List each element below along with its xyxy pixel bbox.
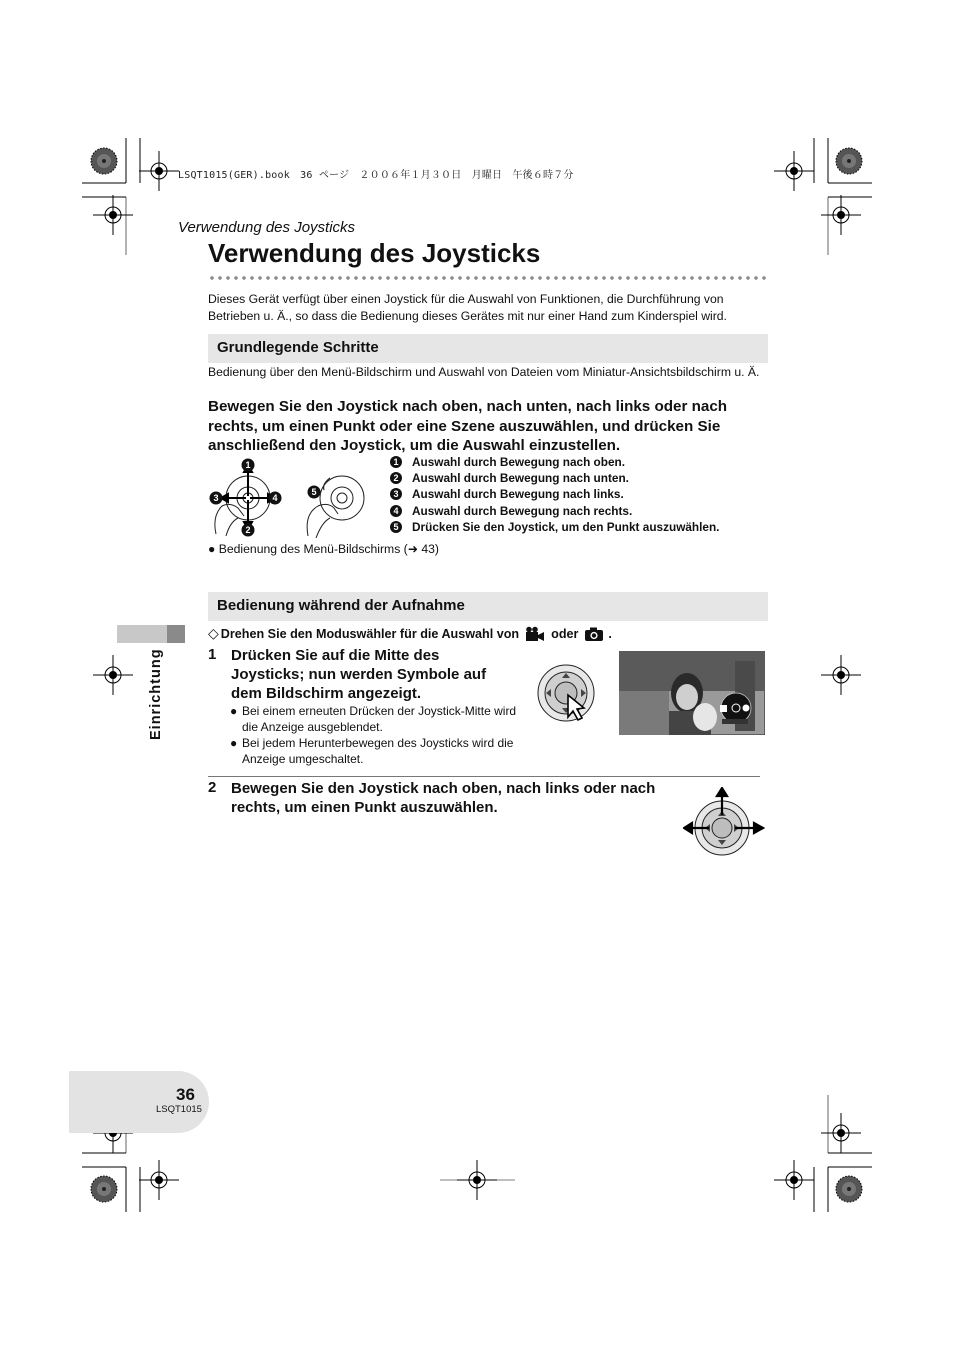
- menu-reference-text[interactable]: Bedienung des Menü-Bildschirms (➜ 43): [218, 542, 439, 556]
- chapter-tab-marker: [167, 625, 185, 643]
- bullet-text: Bei einem erneuten Drücken der Joystick-Mitte wird die Anzeige ausgeblendet.: [242, 704, 517, 734]
- print-header: LSQT1015(GER).book 36 ページ ２００６年１月３０日 月曜日 午後６時７分: [178, 170, 574, 181]
- section-heading-text: Bedienung während der Aufnahme: [217, 597, 465, 614]
- section1-instruction: Bewegen Sie den Joystick nach oben, nach unten, nach links oder nach rechts, um einen Punkt oder eine Szene auszuwählen, und drücken Sie anschließend den Joystick, um die Auswahl einzustellen.: [208, 398, 728, 454]
- svg-text:3: 3: [213, 493, 219, 503]
- number-badge: 2: [390, 472, 402, 484]
- section-divider: [208, 776, 760, 777]
- page-code: LSQT1015: [156, 1104, 202, 1115]
- intro-paragraph: Dieses Gerät verfügt über einen Joystick für die Auswahl von Funktionen, die Durchführung von Betrieben u. Ä., so dass die Bedienung dieses Gerätes mit nur einer Hand zum Kinderspiel wird.: [208, 292, 727, 323]
- svg-text:4: 4: [272, 493, 278, 503]
- number-badge: 5: [390, 521, 402, 533]
- number-badge: 3: [390, 488, 402, 500]
- mode-dial-instruction: [208, 625, 612, 642]
- mode-instruction-text: Drehen Sie den Moduswähler für die Auswahl von: [220, 626, 520, 641]
- page-number: 36: [176, 1085, 195, 1104]
- screen-preview-photo: [619, 651, 765, 735]
- joystick-directions-illustration: [683, 787, 765, 859]
- bullet-icon: ●: [230, 704, 238, 718]
- running-head: Verwendung des Joysticks: [178, 219, 356, 236]
- section-heading-basic-steps: [208, 334, 768, 363]
- joystick-direction-illustration: [208, 456, 388, 538]
- legend-text: Auswahl durch Bewegung nach unten.: [412, 471, 629, 486]
- svg-text:5: 5: [311, 487, 317, 497]
- legend-item: [390, 519, 770, 535]
- section1-text: Bedienung über den Menü-Bildschirm und Auswahl von Dateien vom Miniatur-Ansichtsbildschirm u. Ä.: [208, 365, 760, 379]
- photo-camera-icon: [584, 626, 604, 642]
- chapter-label: Einrichtung: [148, 648, 164, 740]
- list-item: [230, 703, 520, 735]
- legend-text: Auswahl durch Bewegung nach links.: [412, 487, 624, 502]
- legend-item: [390, 486, 770, 502]
- mode-instruction-or: oder: [551, 626, 579, 641]
- legend-text: Drücken Sie den Joystick, um den Punkt auszuwählen.: [412, 519, 720, 534]
- step-2-text: Bewegen Sie den Joystick nach oben, nach links oder nach rechts, um einen Punkt auszuwählen.: [231, 780, 656, 816]
- section-heading-recording: [208, 592, 768, 621]
- legend-item: [390, 470, 770, 486]
- menu-reference-bullet: [208, 542, 439, 556]
- direction-legend: [390, 454, 770, 535]
- joystick-press-illustration: [536, 663, 596, 723]
- bullet-icon: ●: [208, 542, 219, 556]
- number-badge: 1: [390, 456, 402, 468]
- mode-instruction-end: .: [608, 626, 612, 641]
- legend-text: Auswahl durch Bewegung nach oben.: [412, 455, 626, 470]
- number-badge: 4: [390, 505, 402, 517]
- step-1-bullets: [230, 703, 520, 767]
- bullet-text: Bei jedem Herunterbewegen des Joysticks wird die Anzeige umgeschaltet.: [242, 736, 514, 766]
- svg-text:2: 2: [245, 525, 251, 535]
- step-1-text: Drücken Sie auf die Mitte des Joysticks; nun werden Symbole auf dem Bildschirm angezeigt.: [231, 647, 487, 702]
- bullet-icon: ●: [230, 736, 238, 750]
- title-dotted-rule: [208, 275, 768, 281]
- step-1-number: 1: [208, 646, 217, 663]
- legend-item: [390, 454, 770, 470]
- svg-text:1: 1: [245, 460, 251, 470]
- video-camera-icon: [525, 626, 545, 642]
- legend-item: [390, 503, 770, 519]
- page-title: Verwendung des Joysticks: [208, 238, 541, 268]
- list-item: [230, 735, 520, 767]
- step-2-number: 2: [208, 779, 217, 796]
- section-heading-text: Grundlegende Schritte: [217, 339, 379, 356]
- diamond-icon: ◇: [208, 625, 219, 641]
- legend-text: Auswahl durch Bewegung nach rechts.: [412, 503, 633, 518]
